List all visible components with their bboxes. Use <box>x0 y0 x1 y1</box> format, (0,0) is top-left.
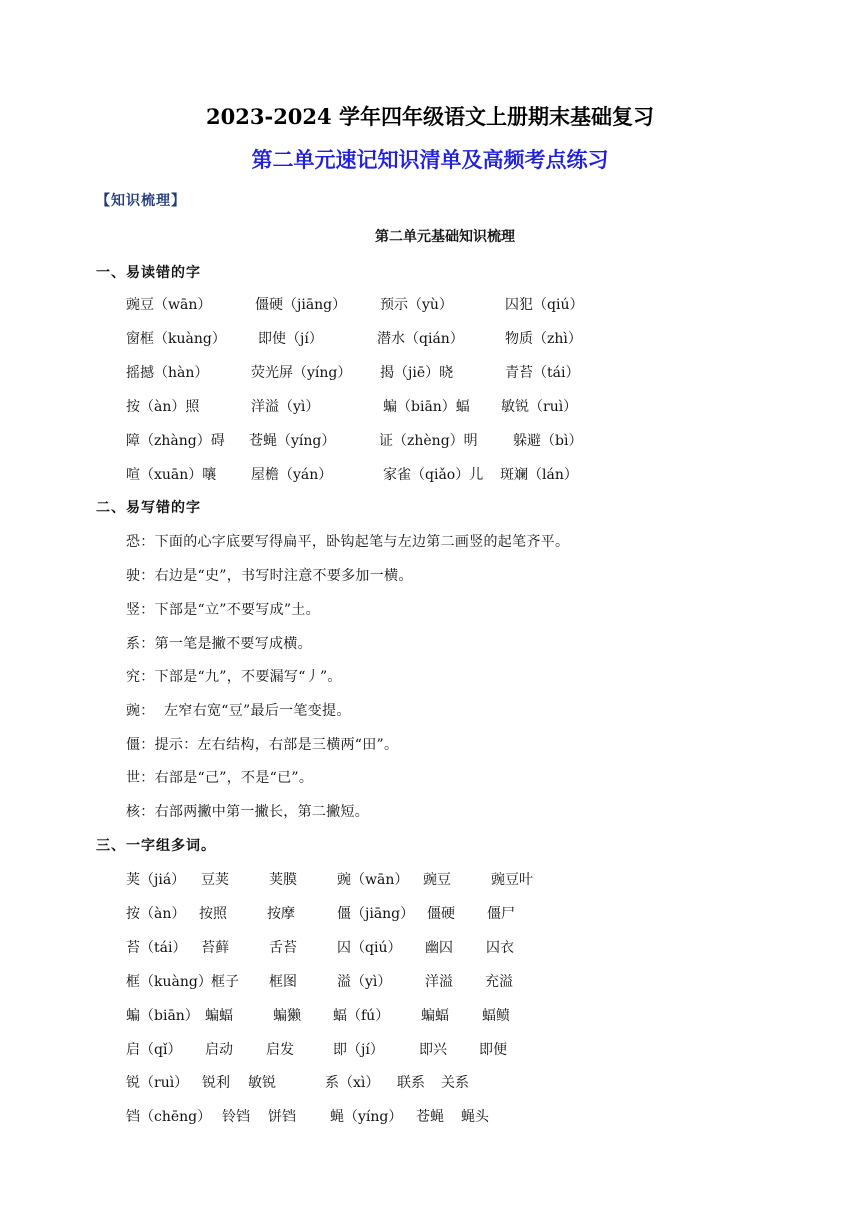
word-item: 豆荚 <box>201 872 229 888</box>
word-item: 物质（zhì） <box>505 331 582 347</box>
word-item: 启发 <box>266 1042 294 1058</box>
note-line: 究：下部是“九”，不要漏写“丿”。 <box>126 669 342 685</box>
word-item: 蝙蝠 <box>205 1008 233 1024</box>
word-item: 苍蝇（yíng） <box>249 433 336 449</box>
word-item: 敏锐 <box>248 1075 276 1091</box>
word-item: 铃铛 <box>222 1109 250 1125</box>
document-title: 2023-2024 学年四年级语文上册期末基础复习 <box>206 104 654 129</box>
char-item: 苔（tái） <box>126 940 187 956</box>
word-item: 框图 <box>269 974 297 990</box>
word-item: 苔藓 <box>201 940 229 956</box>
char-item: 按（àn） <box>126 906 186 922</box>
section3-heading: 三、一字组多词。 <box>96 838 216 854</box>
word-item: 僵硬（jiāng） <box>255 297 347 313</box>
section1-row <box>0 294 860 316</box>
word-item: 锐利 <box>202 1075 230 1091</box>
section3-row <box>0 1072 860 1094</box>
char-item: 蝙（biān） <box>126 1008 199 1024</box>
section3-row <box>0 1039 860 1061</box>
word-item: 蝙蝠 <box>421 1008 449 1024</box>
section3-row <box>0 971 860 993</box>
word-item: 蝠鲼 <box>482 1008 510 1024</box>
word-item: 蝇头 <box>461 1109 489 1125</box>
word-item: 蝙獭 <box>273 1008 301 1024</box>
section3-row <box>0 937 860 959</box>
word-item: 证（zhèng）明 <box>379 433 478 449</box>
section3-row <box>0 869 860 891</box>
note-line: 世：右部是“己”，不是“已”。 <box>126 770 314 786</box>
char-item: 铛（chēng） <box>126 1109 212 1125</box>
word-item: 蝙（biān）蝠 <box>383 399 470 415</box>
note-line: 核：右部两撇中第一撇长，第二撇短。 <box>126 804 370 820</box>
word-item: 预示（yù） <box>380 297 453 313</box>
word-item: 敏锐（ruì） <box>501 399 578 415</box>
word-item: 按摩 <box>267 906 295 922</box>
word-item: 荚膜 <box>269 872 297 888</box>
word-item: 框子 <box>211 974 239 990</box>
word-item: 幽囚 <box>425 940 453 956</box>
word-item: 即便 <box>479 1042 507 1058</box>
word-item: 饼铛 <box>268 1109 296 1125</box>
word-item: 斑斓（lán） <box>500 467 578 483</box>
section1-heading: 一、易读错的字 <box>96 265 201 281</box>
char-item: 系（xì） <box>325 1075 380 1091</box>
section1-row <box>0 396 860 418</box>
word-item: 洋溢（yì） <box>251 399 320 415</box>
word-item: 联系 <box>397 1075 425 1091</box>
word-item: 洋溢 <box>425 974 453 990</box>
knowledge-tag: 【知识梳理】 <box>96 193 186 209</box>
word-item: 家雀（qiǎo）儿 <box>383 467 484 483</box>
section-title: 第二单元基础知识梳理 <box>375 229 515 245</box>
word-item: 僵尸 <box>487 906 515 922</box>
word-item: 启动 <box>205 1042 233 1058</box>
section3-row <box>0 1005 860 1027</box>
note-line: 豌： 左窄右宽“豆”最后一笔变提。 <box>126 703 351 719</box>
word-item: 障（zhàng）碍 <box>126 433 225 449</box>
word-item: 即使（jí） <box>258 331 323 347</box>
char-item: 囚（qiú） <box>337 940 402 956</box>
word-item: 屋檐（yán） <box>251 467 333 483</box>
char-item: 荚（jiá） <box>126 872 186 888</box>
char-item: 框（kuàng） <box>126 974 212 990</box>
word-item: 囚犯（qiú） <box>505 297 584 313</box>
note-line: 驶：右边是“史”，书写时注意不要多加一横。 <box>126 568 413 584</box>
section3-row <box>0 1106 860 1128</box>
word-item: 囚衣 <box>486 940 514 956</box>
char-item: 启（qǐ） <box>126 1042 182 1058</box>
word-item: 豌豆（wān） <box>126 297 212 313</box>
section1-row <box>0 362 860 384</box>
char-item: 豌（wān） <box>337 872 409 888</box>
note-line: 僵：提示：左右结构，右部是三横两“田”。 <box>126 737 399 753</box>
section1-row <box>0 328 860 350</box>
section1-row <box>0 430 860 452</box>
word-item: 舌苔 <box>269 940 297 956</box>
word-item: 躲避（bì） <box>513 433 583 449</box>
char-item: 溢（yì） <box>337 974 392 990</box>
word-item: 按照 <box>199 906 227 922</box>
section3-row <box>0 903 860 925</box>
word-item: 苍蝇 <box>416 1109 444 1125</box>
char-item: 蝠（fú） <box>333 1008 390 1024</box>
note-line: 系：第一笔是撇不要写成横。 <box>126 636 312 652</box>
word-item: 按（àn）照 <box>126 399 200 415</box>
word-item: 青苔（tái） <box>505 365 580 381</box>
note-line: 竖：下部是“立”不要写成”土。 <box>126 602 320 618</box>
word-item: 即兴 <box>419 1042 447 1058</box>
word-item: 潜水（qián） <box>377 331 464 347</box>
word-item: 摇撼（hàn） <box>126 365 209 381</box>
char-item: 锐（ruì） <box>126 1075 189 1091</box>
word-item: 揭（jiē）晓 <box>380 365 454 381</box>
word-item: 关系 <box>441 1075 469 1091</box>
char-item: 僵（jiāng） <box>337 906 415 922</box>
word-item: 僵硬 <box>427 906 455 922</box>
word-item: 豌豆叶 <box>491 872 533 888</box>
word-item: 荧光屏（yíng） <box>251 365 352 381</box>
note-line: 恐：下面的心字底要写得扁平，卧钩起笔与左边第二画竖的起笔齐平。 <box>126 534 570 550</box>
char-item: 蝇（yíng） <box>330 1109 403 1125</box>
word-item: 喧（xuān）嚷 <box>126 467 217 483</box>
word-item: 豌豆 <box>423 872 451 888</box>
section1-row <box>0 464 860 486</box>
word-item: 窗框（kuàng） <box>126 331 226 347</box>
char-item: 即（jí） <box>333 1042 384 1058</box>
section2-heading: 二、易写错的字 <box>96 500 201 516</box>
document-subtitle: 第二单元速记知识清单及高频考点练习 <box>251 147 609 172</box>
word-item: 充溢 <box>485 974 513 990</box>
